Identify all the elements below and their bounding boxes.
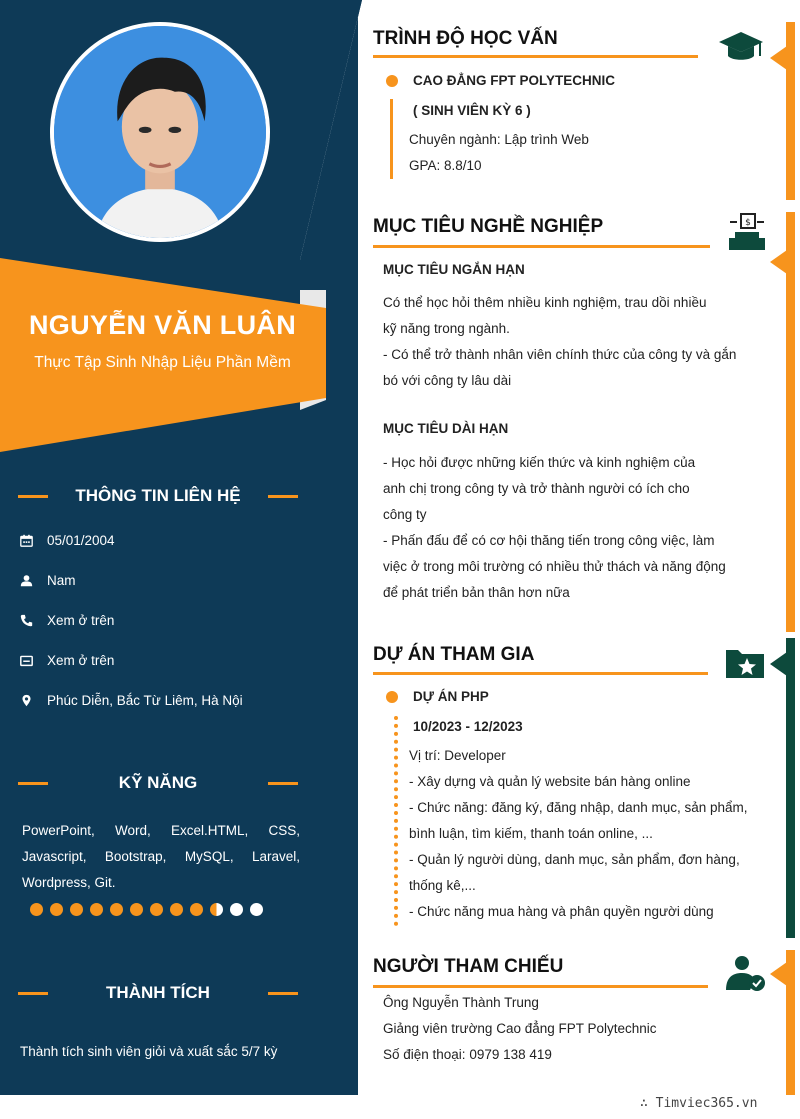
verified-person-icon — [724, 954, 766, 992]
watermark: ∴ Timviec365.vn — [640, 1096, 758, 1111]
project-line: - Quản lý người dùng, danh mục, sản phẩm, đơn hàng, — [409, 852, 740, 867]
project-line: - Xây dựng và quản lý website bán hàng online — [409, 774, 691, 789]
contact-email — [20, 640, 320, 680]
project-line: bình luận, tìm kiếm, thanh toán online, ... — [409, 826, 653, 841]
skill-rating-dot — [30, 903, 43, 916]
profile-photo — [54, 26, 266, 238]
long-term-line: - Phấn đấu để có cơ hội thăng tiến trong công việc, làm — [383, 533, 715, 548]
education-term: ( SINH VIÊN KỲ 6 ) — [413, 103, 531, 118]
skill-rating-dot — [130, 903, 143, 916]
skill-rating-dot — [150, 903, 163, 916]
achievements-heading-text: THÀNH TÍCH — [106, 983, 210, 1002]
heading-dash — [268, 992, 298, 995]
skill-rating-dot — [250, 903, 263, 916]
short-term-line: kỹ năng trong ngành. — [383, 321, 510, 336]
email-icon — [20, 654, 47, 667]
skills-text: PowerPoint, Word, Excel.HTML, CSS, Javascript, Bootstrap, MySQL, Laravel, Wordpress, Git. — [22, 823, 300, 890]
contact-heading — [18, 484, 298, 508]
long-term-line: công ty — [383, 507, 427, 522]
heading-dash — [268, 782, 298, 785]
phone-icon — [20, 614, 47, 627]
section-underline — [373, 245, 710, 248]
location-pin-icon — [20, 694, 47, 707]
contact-text: 05/01/2004 — [47, 532, 115, 548]
timeline-bullet — [386, 691, 398, 703]
contact-text: Phúc Diễn, Bắc Từ Liêm, Hà Nội — [47, 692, 243, 708]
contact-list — [20, 520, 320, 720]
long-term-line: - Học hỏi được những kiến thức và kinh nghiệm của — [383, 455, 696, 470]
section-underline — [373, 672, 708, 675]
short-term-title: MỤC TIÊU NGẮN HẠN — [383, 262, 525, 277]
education-heading: TRÌNH ĐỘ HỌC VẤN — [373, 28, 558, 49]
skill-rating-dot — [90, 903, 103, 916]
accent-arrow — [770, 250, 787, 274]
achievements-text: Thành tích sinh viên giỏi và xuất sắc 5/7 kỳ — [20, 1044, 278, 1059]
long-term-line: việc ở trong môi trường có nhiều thử thách và năng động — [383, 559, 726, 574]
accent-bar — [786, 638, 795, 938]
long-term-line: anh chị trong công ty và trở thành người có ích cho — [383, 481, 690, 496]
skills-heading — [18, 771, 298, 795]
skill-rating-dot — [50, 903, 63, 916]
skill-rating — [30, 903, 263, 916]
svg-text:$: $ — [745, 218, 751, 228]
sidebar — [0, 0, 380, 1095]
project-period: 10/2023 - 12/2023 — [413, 719, 523, 734]
achievements-heading — [18, 981, 298, 1005]
short-term-line: - Có thể trở thành nhân viên chính thức của công ty và gắn — [383, 347, 737, 362]
contact-birthday — [20, 520, 320, 560]
long-term-line: để phát triển bản thân hơn nữa — [383, 585, 570, 600]
skills-heading-text: KỸ NĂNG — [118, 773, 198, 792]
project-line: thống kê,... — [409, 878, 476, 893]
short-term-line: bó với công ty lâu dài — [383, 373, 512, 388]
heading-dash — [268, 495, 298, 498]
skill-rating-dot — [190, 903, 203, 916]
reference-heading: NGƯỜI THAM CHIẾU — [373, 956, 564, 977]
accent-bar — [786, 212, 795, 632]
project-line: - Chức năng: đăng ký, đăng nhập, danh mục, sản phẩm, — [409, 800, 748, 815]
projects-heading: DỰ ÁN THAM GIA — [373, 644, 535, 665]
project-line: - Chức năng mua hàng và phân quyền người dùng — [409, 904, 714, 919]
education-major: Chuyên ngành: Lập trình Web — [409, 132, 589, 147]
calendar-icon — [20, 534, 47, 547]
reference-line: Số điện thoại: 0979 138 419 — [383, 1047, 552, 1062]
contact-phone — [20, 600, 320, 640]
long-term-title: MỤC TIÊU DÀI HẠN — [383, 421, 509, 436]
heading-dash — [18, 495, 48, 498]
skill-rating-dot — [210, 903, 223, 916]
skill-rating-dot — [230, 903, 243, 916]
education-gpa: GPA: 8.8/10 — [409, 158, 482, 173]
folder-star-icon — [724, 644, 766, 680]
timeline-bullet — [386, 75, 398, 87]
section-underline — [373, 55, 698, 58]
contact-text: Xem ở trên — [47, 652, 115, 668]
section-underline — [373, 985, 708, 988]
project-line: Vị trí: Developer — [409, 748, 506, 763]
person-icon — [20, 574, 47, 587]
contact-text: Xem ở trên — [47, 612, 115, 628]
candidate-role: Thực Tập Sinh Nhập Liệu Phần Mềm — [34, 354, 291, 371]
reference-line: Ông Nguyễn Thành Trung — [383, 995, 539, 1010]
contact-gender — [20, 560, 320, 600]
skill-rating-dot — [110, 903, 123, 916]
graduation-cap-icon — [718, 30, 764, 64]
project-name: DỰ ÁN PHP — [413, 689, 489, 704]
contact-text: Nam — [47, 572, 76, 588]
objective-heading: MỤC TIÊU NGHỀ NGHIỆP — [373, 216, 604, 237]
heading-dash — [18, 992, 48, 995]
candidate-name: NGUYỄN VĂN LUÂN — [28, 310, 296, 340]
contact-heading-text: THÔNG TIN LIÊN HỆ — [75, 486, 241, 505]
education-school: CAO ĐẲNG FPT POLYTECHNIC — [413, 73, 616, 88]
skill-rating-dot — [70, 903, 83, 916]
career-goal-icon — [727, 212, 767, 252]
timeline-dotted-line — [394, 716, 398, 926]
contact-address — [20, 680, 320, 720]
timeline-line — [390, 99, 393, 179]
reference-line: Giảng viên trường Cao đẳng FPT Polytechnic — [383, 1021, 657, 1036]
heading-dash — [18, 782, 48, 785]
avatar — [50, 22, 270, 242]
skill-rating-dot — [170, 903, 183, 916]
short-term-line: Có thể học hỏi thêm nhiều kinh nghiệm, trau dồi nhiều — [383, 295, 707, 310]
